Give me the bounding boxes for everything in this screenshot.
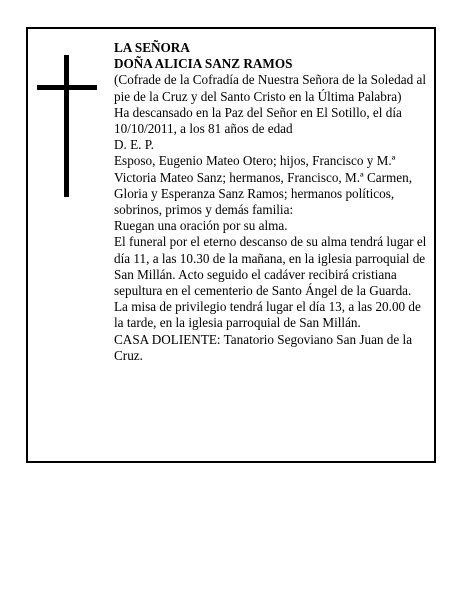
prayer-request: Ruegan una oración por su alma. [114, 218, 288, 234]
affiliation: (Cofrade de la Cofradía de Nuestra Señora de la Soledad al pie de la Cruz y del Santo Cristo en la Última Palabra) [114, 72, 426, 104]
mass-details: La misa de privilegio tendrá lugar el día 13, a las 20.00 de la tarde, en la iglesia parroquial de San Millán. [114, 299, 421, 331]
funeral-details: El funeral por el eterno descanso de su alma tendrá lugar el día 11, a las 10.30 de la mañana, en la iglesia parroquial de San Millán. Acto seguido el cadáver recibirá cristiana sepultura en el cementerio de Santo Ángel de la Guarda. [114, 234, 427, 299]
family-list: Esposo, Eugenio Mateo Otero; hijos, Francisco y M.ª Victoria Mateo Sanz; hermanos, Francisco, M.ª Carmen, Gloria y Esperanza Sanz Ramos; hermanos políticos, sobrinos, primos y demás familia: [114, 153, 413, 218]
cross-icon-bar [37, 85, 97, 90]
death-statement: Ha descansado en la Paz del Señor en El Sotillo, el día 10/10/2011, a los 81 años de edad [114, 104, 402, 137]
deceased-name: DOÑA ALICIA SANZ RAMOS [114, 56, 293, 72]
mourning-house: CASA DOLIENTE: Tanatorio Segoviano San Juan de la Cruz. [114, 331, 413, 363]
obituary-text [114, 40, 428, 364]
rip-abbreviation: D. E. P. [114, 137, 154, 153]
cross-icon [64, 55, 69, 197]
obituary-title: LA SEÑORA [114, 40, 190, 55]
